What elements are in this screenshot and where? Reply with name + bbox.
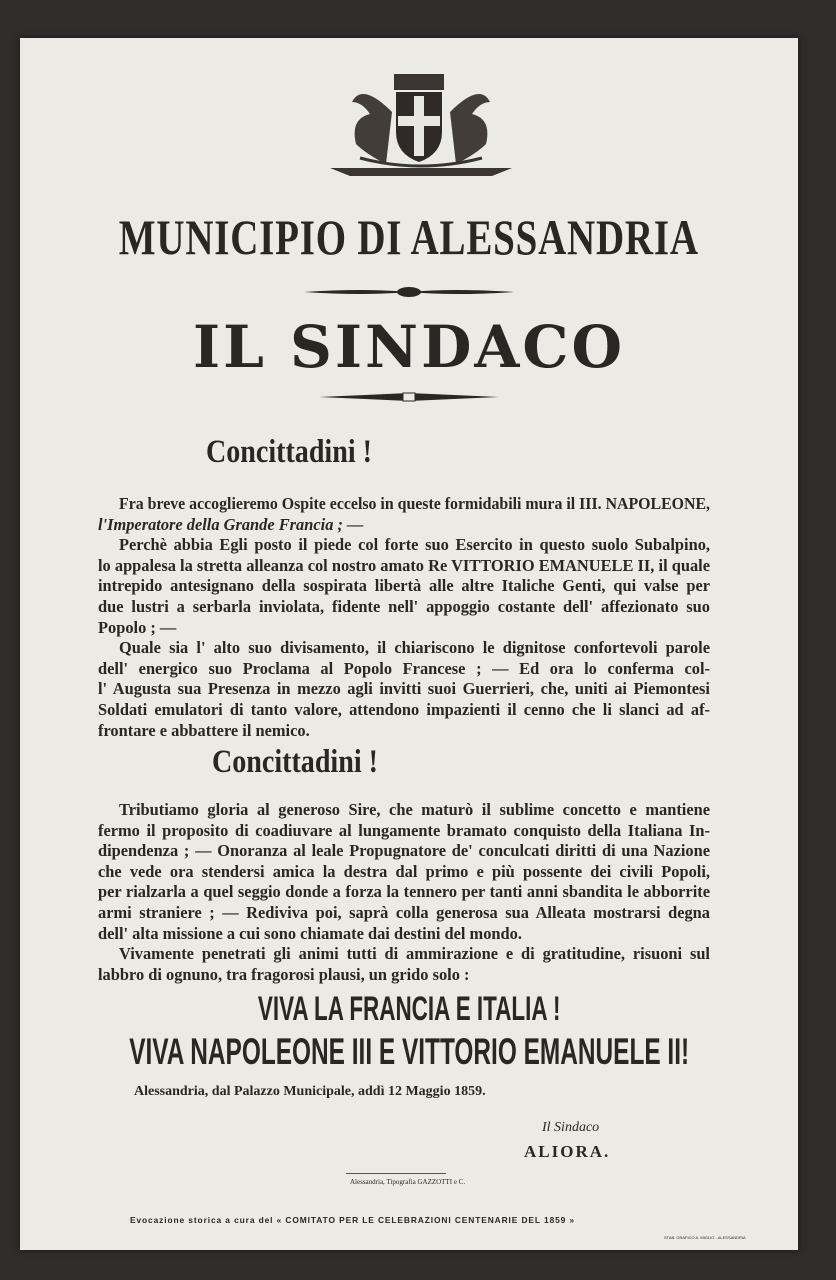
poster (20, 38, 798, 1250)
text-line (98, 944, 710, 965)
signature-role: Il Sindaco (542, 1120, 600, 1135)
text-line (98, 515, 710, 536)
text-line-content: Quale sia l' alto suo divisamento, il chiariscono le dignitose confortevoli parole (119, 638, 710, 658)
text-line (98, 597, 710, 618)
footer-note: Evocazione storica a cura del « COMITATO PER LE CELEBRAZIONI CENTENARIE DEL 1859 » (130, 1215, 576, 1225)
paragraph-section-1 (98, 494, 710, 741)
text-line (98, 841, 710, 862)
text-line (98, 965, 710, 986)
coat-of-arms-icon (330, 72, 512, 192)
text-line-content: frontare e abbattere il nemico. (98, 720, 310, 740)
text-line (98, 721, 710, 742)
text-line-content: labbro di ognuno, tra fragorosi plausi, un grido solo : (98, 964, 470, 984)
viva-line-2-row (20, 1031, 798, 1073)
text-line (98, 576, 710, 597)
text-line-content: Popolo ; — (98, 617, 177, 637)
rule (346, 1173, 446, 1174)
text-line-content: l' Augusta sua Presenza in mezzo agli invitti suoi Guerrieri, che, uniti ai Piemontesi (98, 679, 710, 699)
text-line-content: dell' alta missione a cui sono chiamate dai destini del mondo. (98, 923, 522, 943)
text-line-content: Vivamente penetrati gli animi tutti di ammirazione e di gratitudine, risuoni sul (119, 944, 710, 964)
text-line (98, 659, 710, 680)
text-line (98, 821, 710, 842)
text-line-content: per rialzarla a quel seggio donde a forza la tennero per tanti anni sbandita le abborrite (98, 882, 710, 902)
text-line-content: che vede ora stendersi amica la destra dal primo e più possente dei civili Popoli, (98, 861, 710, 881)
text-line (98, 882, 710, 903)
text-line (98, 903, 710, 924)
text-line-content: intrepido antesignano della sospirata libertà alle altre Italiche Genti, qui valse per (98, 576, 710, 596)
greeting: Concittadini ! (206, 434, 372, 470)
text-line (98, 535, 710, 556)
page-title: MUNICIPIO DI ALESSANDRIA (119, 209, 699, 265)
subtitle: IL SINDACO (192, 313, 626, 381)
viva-line-1-row (20, 990, 798, 1028)
viva-line-1: VIVA LA FRANCIA E ITALIA ! (257, 990, 561, 1028)
dateline: Alessandria, dal Palazzo Municipale, addì 12 Maggio 1859. (134, 1084, 486, 1099)
imprint: STAB. GRAFICO A. MIGLIO - ALESSANDRIA (664, 1235, 746, 1240)
greeting: Concittadini ! (212, 744, 378, 780)
text-line (98, 556, 710, 577)
text-line-content: armi straniere ; — Rediviva poi, saprà colla generosa sua Alleata mostrarsi degna (98, 902, 710, 922)
text-line-content: l'Imperatore della Grande Francia ; — (98, 514, 364, 534)
page-title-row (20, 208, 798, 266)
subtitle-row (20, 314, 798, 380)
text-line-content: fermo il proposito di coadiuvare al lungamente bramato conquisto della Italiana In- (98, 820, 710, 840)
paragraph-section-2 (98, 800, 710, 985)
text-line-content: Soldati emulatori di tanto valore, attendono impazienti il cenno che li slanci ad af- (98, 699, 710, 719)
text-line (98, 700, 710, 721)
text-line (98, 679, 710, 700)
text-line-content: Fra breve accoglieremo Ospite eccelso in queste formidabili mura il III. NAPOLEONE, (119, 494, 710, 513)
text-line-content: lo appalesa la stretta alleanza col nostro amato Re VITTORIO EMANUELE II, il quale (98, 555, 710, 575)
text-line (98, 862, 710, 883)
text-line (98, 638, 710, 659)
text-line (98, 494, 710, 515)
viva-line-2: VIVA NAPOLEONE III E VITTORIO EMANUELE II! (129, 1031, 689, 1072)
text-line-content: dell' energico suo Proclama al Popolo Francese ; — Ed ora lo conferma col- (98, 658, 710, 678)
text-line-content: due lustri a serbarla inviolata, fidente nell' appoggio costante dell' affezionato suo (98, 596, 710, 616)
text-line-content: Perchè abbia Egli posto il piede col forte suo Esercito in questo suolo Subalpino, (119, 535, 710, 555)
text-line (98, 618, 710, 639)
text-line (98, 800, 710, 821)
text-line-content: dipendenza ; — Onoranza al leale Propugnatore de' conculcati diritti di una Nazione (98, 841, 710, 861)
ornament-divider (319, 392, 499, 402)
printer-credit: Alessandria, Tipografia GAZZOTTI e C. (350, 1178, 466, 1186)
signature-name: ALIORA. (524, 1142, 611, 1161)
text-line-content: Tributiamo gloria al generoso Sire, che maturò il sublime concetto e mantiene (119, 800, 710, 819)
ornament-divider (304, 286, 514, 298)
text-line (98, 924, 710, 945)
